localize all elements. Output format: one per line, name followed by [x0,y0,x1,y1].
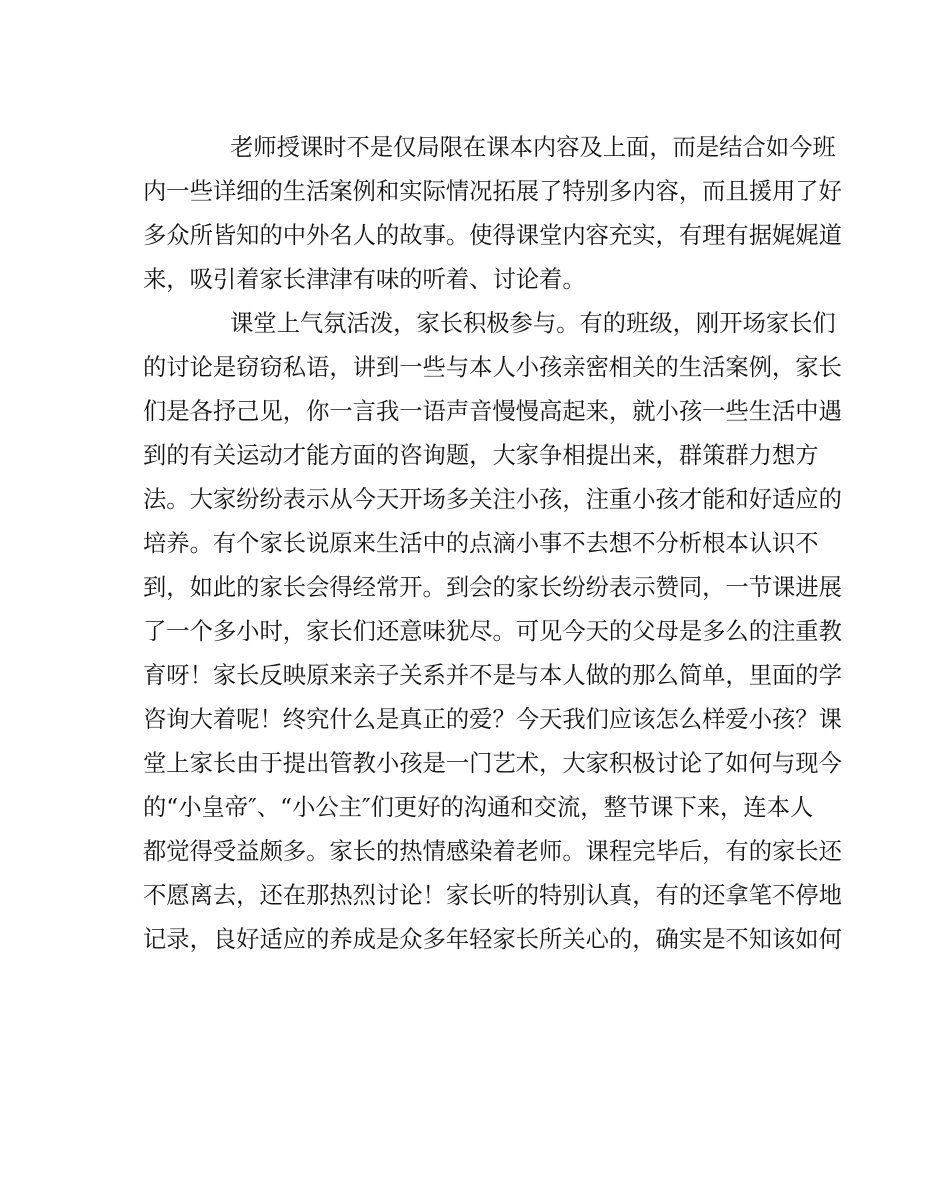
text-line: 到的有关运动才能方面的咨询题，大家争相提出来，群策群力想方 [143,442,819,469]
text-line: 记录，良好适应的养成是众多年轻家长所关心的，确实是不知该如何 [143,926,842,953]
text-line: 了一个多小时，家长们还意味犹尽。可见今天的父母是多么的注重教 [143,618,842,645]
document-body [143,126,842,962]
text-line: 法。大家纷纷表示从今天开场多关注小孩，注重小孩才能和好适应的 [143,486,842,513]
text-line: 不愿离去，还在那热烈讨论！家长听的特别认真，有的还拿笔不停地 [143,882,842,909]
text-line: 老师授课时不是仅局限在课本内容及上面，而是结合如今班 [230,134,836,161]
text-line: 来，吸引着家长津津有味的听着、讨论着。 [143,266,586,293]
text-line: 们是各抒己见，你一言我一语声音慢慢高起来，就小孩一些生活中遇 [143,398,842,425]
text-line: 多众所皆知的中外名人的故事。使得课堂内容充实，有理有据娓娓道 [143,222,842,249]
text-line: 内一些详细的生活案例和实际情况拓展了特别多内容，而且援用了好 [143,178,842,205]
text-line: 的讨论是窃窃私语，讲到一些与本人小孩亲密相关的生活案例，家长 [143,354,842,381]
text-line: 都觉得受益颇多。家长的热情感染着老师。课程完毕后，有的家长还 [143,838,842,865]
text-line: 的“小皇帝″、“小公主″们更好的沟通和交流，整节课下来，连本人 [143,794,814,821]
text-line: 培养。有个家长说原来生活中的点滴小事不去想不分析根本认识不 [143,530,819,557]
text-line: 课堂上气氛活泼，家长积极参与。有的班级，刚开场家长们 [230,310,836,337]
text-line: 咨询大着呢！终究什么是真正的爱？今天我们应该怎么样爱小孩？课 [143,706,842,733]
paragraph-2 [143,302,842,962]
text-line: 到，如此的家长会得经常开。到会的家长纷纷表示赞同，一节课进展 [143,574,842,601]
paragraph-1 [143,126,842,302]
text-line: 育呀！家长反映原来亲子关系并不是与本人做的那么简单，里面的学 [143,662,842,689]
text-line: 堂上家长由于提出管教小孩是一门艺术，大家积极讨论了如何与现今 [143,750,842,777]
